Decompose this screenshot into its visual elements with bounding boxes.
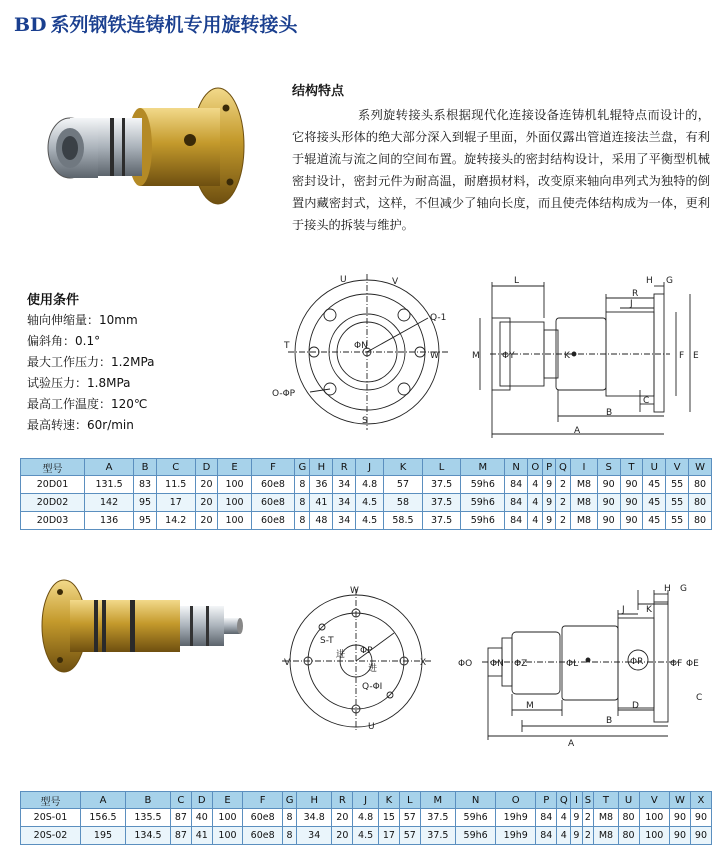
title-text: 系列钢铁连铸机专用旋转接头 xyxy=(50,14,298,36)
table-cell: 60e8 xyxy=(243,809,283,827)
table-cell: 80 xyxy=(689,512,712,530)
label-m: M xyxy=(472,351,480,361)
table-row xyxy=(21,827,712,845)
label-v: V xyxy=(392,277,399,287)
table-cell: 59h6 xyxy=(456,827,496,845)
spec-table-1 xyxy=(20,458,712,530)
table-cell: 41 xyxy=(191,827,212,845)
table-cell: 60e8 xyxy=(251,512,295,530)
table-cell: 48 xyxy=(310,512,333,530)
table-cell: 37.5 xyxy=(422,512,461,530)
table-cell: 40 xyxy=(191,809,212,827)
table-cell: 34.8 xyxy=(297,809,332,827)
table-cell: 9 xyxy=(543,512,555,530)
table-row xyxy=(21,809,712,827)
table-cell: 37.5 xyxy=(422,494,461,512)
column-header: H xyxy=(310,459,333,476)
column-header: X xyxy=(690,792,711,809)
label-f: F xyxy=(679,351,685,361)
table-cell: 57 xyxy=(399,809,420,827)
table-row xyxy=(21,512,712,530)
table-cell: 57 xyxy=(384,476,423,494)
table-header-row xyxy=(21,792,712,809)
table-cell: 90 xyxy=(597,512,620,530)
label-r: R xyxy=(632,289,639,299)
table-cell: 8 xyxy=(283,809,297,827)
table-cell: 2 xyxy=(582,827,594,845)
label-qi: Q-ΦI xyxy=(362,682,383,692)
label-g: G xyxy=(666,276,673,286)
table-cell: 41 xyxy=(310,494,333,512)
column-header: F xyxy=(243,792,283,809)
condition-item: 偏斜角：0.1° xyxy=(27,334,101,348)
table-cell: 80 xyxy=(618,809,639,827)
column-header: D xyxy=(191,792,212,809)
condition-item: 轴向伸缩量：10mm xyxy=(27,313,138,327)
model-cell: 20D03 xyxy=(21,512,85,530)
column-header: R xyxy=(333,459,356,476)
table-cell: 87 xyxy=(170,809,191,827)
column-header: S xyxy=(597,459,620,476)
table-cell: 80 xyxy=(689,476,712,494)
column-header: P xyxy=(543,459,555,476)
table1-body xyxy=(21,476,712,530)
table-cell: 90 xyxy=(690,827,711,845)
table-cell: 60e8 xyxy=(243,827,283,845)
table-cell: 84 xyxy=(536,809,557,827)
table-cell: 95 xyxy=(134,494,157,512)
table-cell: 95 xyxy=(134,512,157,530)
label-n: ΦN xyxy=(354,341,368,351)
table-cell: 55 xyxy=(666,476,689,494)
table-cell: 20 xyxy=(195,476,218,494)
label-o: ΦO xyxy=(458,659,473,669)
table2-body xyxy=(21,809,712,845)
title-prefix: BD xyxy=(14,14,47,36)
table-cell: 100 xyxy=(218,512,251,530)
column-header: U xyxy=(643,459,666,476)
table-cell: 4 xyxy=(557,827,571,845)
column-header: M xyxy=(461,459,505,476)
table-cell: 14.2 xyxy=(156,512,195,530)
column-header: 型号 xyxy=(21,459,85,476)
column-header: I xyxy=(571,792,582,809)
label-c: C xyxy=(643,396,650,406)
condition-item: 最高转速：60r/min xyxy=(27,418,134,432)
table-cell: 15 xyxy=(378,809,399,827)
hole-label-b: 进 xyxy=(368,664,378,674)
table-cell: M8 xyxy=(594,827,618,845)
condition-item: 最高工作温度：120℃ xyxy=(27,397,148,411)
structure-heading: 结构特点 xyxy=(292,84,345,99)
table-cell: 59h6 xyxy=(461,512,505,530)
label-k: K xyxy=(646,605,652,615)
label-g: G xyxy=(680,584,687,594)
label-e: E xyxy=(693,351,699,361)
table-cell: 134.5 xyxy=(125,827,170,845)
table-cell: 59h6 xyxy=(456,809,496,827)
label-m: M xyxy=(526,701,534,711)
table-cell: 9 xyxy=(571,809,582,827)
label-st: S-T xyxy=(320,636,334,646)
table-cell: 9 xyxy=(571,827,582,845)
table-cell: 8 xyxy=(295,512,310,530)
column-header: U xyxy=(618,792,639,809)
label-b: B xyxy=(606,716,613,726)
column-header: W xyxy=(670,792,691,809)
table-cell: 136 xyxy=(85,512,134,530)
column-header: K xyxy=(384,459,423,476)
table-cell: 80 xyxy=(689,494,712,512)
table-cell: 36 xyxy=(310,476,333,494)
table-cell: 4 xyxy=(528,512,543,530)
table-cell: 90 xyxy=(620,494,643,512)
column-header: L xyxy=(399,792,420,809)
table-cell: 156.5 xyxy=(81,809,126,827)
table-cell: 80 xyxy=(618,827,639,845)
table-cell: 90 xyxy=(597,476,620,494)
column-header: E xyxy=(218,459,251,476)
table-cell: 17 xyxy=(156,494,195,512)
conditions-heading: 使用条件 xyxy=(27,293,80,308)
column-header: A xyxy=(85,459,134,476)
model-cell: 20S-02 xyxy=(21,827,81,845)
label-c: C xyxy=(696,693,703,703)
model-cell: 20D01 xyxy=(21,476,85,494)
label-a: A xyxy=(568,739,575,749)
table-cell: 4.8 xyxy=(356,476,384,494)
label-f: ΦF xyxy=(670,659,683,669)
table-cell: 34 xyxy=(333,476,356,494)
column-header: 型号 xyxy=(21,792,81,809)
table-cell: 34 xyxy=(333,494,356,512)
table-cell: 142 xyxy=(85,494,134,512)
table-cell: 55 xyxy=(666,512,689,530)
label-e: ΦE xyxy=(686,659,699,669)
label-j: J xyxy=(622,605,625,615)
column-header: P xyxy=(536,792,557,809)
table-cell: 4.8 xyxy=(353,809,379,827)
table-cell: 37.5 xyxy=(422,476,461,494)
table-cell: 100 xyxy=(212,809,243,827)
table-cell: 59h6 xyxy=(461,476,505,494)
column-header: C xyxy=(156,459,195,476)
model-cell: 20D02 xyxy=(21,494,85,512)
table-cell: 58 xyxy=(384,494,423,512)
table-header-row xyxy=(21,459,712,476)
label-op: O-ΦP xyxy=(272,389,296,399)
table-cell: 4.5 xyxy=(356,512,384,530)
label-j: J xyxy=(630,299,633,309)
table-cell: 83 xyxy=(134,476,157,494)
label-h: H xyxy=(646,276,653,286)
table-cell: 20 xyxy=(195,512,218,530)
table-row xyxy=(21,476,712,494)
table-cell: 9 xyxy=(543,476,555,494)
column-header: L xyxy=(422,459,461,476)
column-header: I xyxy=(571,459,598,476)
table-cell: 60e8 xyxy=(251,476,295,494)
label-p: ΦP xyxy=(360,646,373,656)
front-view-diagram-1 xyxy=(270,268,460,433)
side-view-diagram-2 xyxy=(456,580,710,750)
table-cell: 34 xyxy=(333,512,356,530)
product-photo-1 xyxy=(30,78,260,228)
table-cell: 90 xyxy=(620,476,643,494)
table-cell: 195 xyxy=(81,827,126,845)
column-header: R xyxy=(332,792,353,809)
table-cell: 9 xyxy=(543,494,555,512)
spec-table-2 xyxy=(20,791,712,845)
table-cell: 90 xyxy=(670,809,691,827)
table-cell: 135.5 xyxy=(125,809,170,827)
table-cell: 100 xyxy=(212,827,243,845)
condition-item: 最大工作压力：1.2MPa xyxy=(27,355,155,369)
table-cell: 8 xyxy=(295,476,310,494)
table-cell: 19h9 xyxy=(496,827,536,845)
table-cell: 20 xyxy=(332,809,353,827)
column-header: W xyxy=(689,459,712,476)
page-title xyxy=(14,10,298,37)
label-n: ΦN xyxy=(490,659,504,669)
front-view-diagram-2 xyxy=(280,583,440,733)
table-cell: 11.5 xyxy=(156,476,195,494)
hole-label-a: 进 xyxy=(336,650,346,660)
model-cell: 20S-01 xyxy=(21,809,81,827)
label-l: ΦL xyxy=(566,659,579,669)
column-header: M xyxy=(420,792,455,809)
table-cell: 17 xyxy=(378,827,399,845)
label-w: W xyxy=(430,351,439,361)
table-cell: 45 xyxy=(643,476,666,494)
column-header: E xyxy=(212,792,243,809)
table-cell: 4.5 xyxy=(353,827,379,845)
table-cell: M8 xyxy=(571,476,598,494)
table-cell: 4.5 xyxy=(356,494,384,512)
column-header: J xyxy=(353,792,379,809)
label-w: W xyxy=(350,586,359,596)
table-cell: 19h9 xyxy=(496,809,536,827)
table-cell: 100 xyxy=(639,827,670,845)
column-header: N xyxy=(456,792,496,809)
table-cell: 90 xyxy=(690,809,711,827)
table-cell: 84 xyxy=(505,476,528,494)
table-cell: 90 xyxy=(670,827,691,845)
table-cell: 131.5 xyxy=(85,476,134,494)
table-cell: 100 xyxy=(218,494,251,512)
column-header: N xyxy=(505,459,528,476)
table-cell: 8 xyxy=(295,494,310,512)
table-cell: 37.5 xyxy=(420,827,455,845)
conditions-list xyxy=(27,310,155,436)
table-cell: 87 xyxy=(170,827,191,845)
label-u: U xyxy=(340,275,347,285)
label-y: ΦY xyxy=(502,351,515,361)
column-header: F xyxy=(251,459,295,476)
column-header: T xyxy=(620,459,643,476)
column-header: J xyxy=(356,459,384,476)
table-cell: 37.5 xyxy=(420,809,455,827)
table-cell: 34 xyxy=(297,827,332,845)
column-header: T xyxy=(594,792,618,809)
table-cell: M8 xyxy=(571,512,598,530)
column-header: Q xyxy=(555,459,570,476)
label-s: S xyxy=(362,416,368,426)
table-cell: 90 xyxy=(597,494,620,512)
column-header: G xyxy=(295,459,310,476)
table-cell: 45 xyxy=(643,512,666,530)
table-cell: 84 xyxy=(505,494,528,512)
table-cell: M8 xyxy=(594,809,618,827)
side-view-diagram-1 xyxy=(470,272,710,440)
table-cell: 20 xyxy=(195,494,218,512)
table-cell: 90 xyxy=(620,512,643,530)
table-cell: 4 xyxy=(528,476,543,494)
structure-paragraph: 系列旋转接头系根据现代化连接设备连铸机轧辊特点而设计的，它将接头形体的绝大部分深入到辊子里面，外面仅露出管道连接法兰盘，有利于辊道流与流之间的空间布置。旋转接头的密封结构设计，采用了平衡型机械密封设计，密封元件为耐高温，耐磨损材料，改变原来轴向串列式为独特的倒置内藏密封式，这样，不但减少了轴向长度，而且使壳体结构成为一体，更利于接头的拆装与维护。 xyxy=(292,108,710,232)
column-header: B xyxy=(125,792,170,809)
table-cell: 2 xyxy=(555,494,570,512)
column-header: V xyxy=(666,459,689,476)
table-cell: 45 xyxy=(643,494,666,512)
table-cell: 2 xyxy=(582,809,594,827)
label-h: H xyxy=(664,584,671,594)
table-cell: 2 xyxy=(555,476,570,494)
table-cell: 84 xyxy=(505,512,528,530)
table-cell: 59h6 xyxy=(461,494,505,512)
column-header: S xyxy=(582,792,594,809)
column-header: H xyxy=(297,792,332,809)
table-cell: 20 xyxy=(332,827,353,845)
label-q1: Q-1 xyxy=(430,313,447,323)
label-u: U xyxy=(368,722,375,732)
table-cell: M8 xyxy=(571,494,598,512)
label-t: T xyxy=(284,341,290,351)
column-header: K xyxy=(378,792,399,809)
label-a: A xyxy=(574,426,581,436)
table-cell: 4 xyxy=(557,809,571,827)
table-cell: 4 xyxy=(528,494,543,512)
label-k: K xyxy=(564,351,570,361)
table-cell: 8 xyxy=(283,827,297,845)
label-x: X xyxy=(420,658,427,668)
table-cell: 55 xyxy=(666,494,689,512)
table-cell: 2 xyxy=(555,512,570,530)
label-v: V xyxy=(284,658,291,668)
column-header: O xyxy=(496,792,536,809)
column-header: Q xyxy=(557,792,571,809)
column-header: D xyxy=(195,459,218,476)
table-cell: 57 xyxy=(399,827,420,845)
column-header: G xyxy=(283,792,297,809)
label-b: B xyxy=(606,408,613,418)
column-header: B xyxy=(134,459,157,476)
table-cell: 60e8 xyxy=(251,494,295,512)
column-header: O xyxy=(528,459,543,476)
column-header: C xyxy=(170,792,191,809)
column-header: V xyxy=(639,792,670,809)
label-d: D xyxy=(632,701,639,711)
product-photo-2 xyxy=(30,570,260,680)
table-cell: 100 xyxy=(639,809,670,827)
column-header: A xyxy=(81,792,126,809)
structure-description xyxy=(292,104,710,236)
table-cell: 84 xyxy=(536,827,557,845)
label-r: ΦR xyxy=(630,657,644,667)
label-l: L xyxy=(514,276,520,286)
table-cell: 58.5 xyxy=(384,512,423,530)
table-row xyxy=(21,494,712,512)
label-z: ΦZ xyxy=(514,659,528,669)
condition-item: 试验压力：1.8MPa xyxy=(27,376,131,390)
table-cell: 100 xyxy=(218,476,251,494)
